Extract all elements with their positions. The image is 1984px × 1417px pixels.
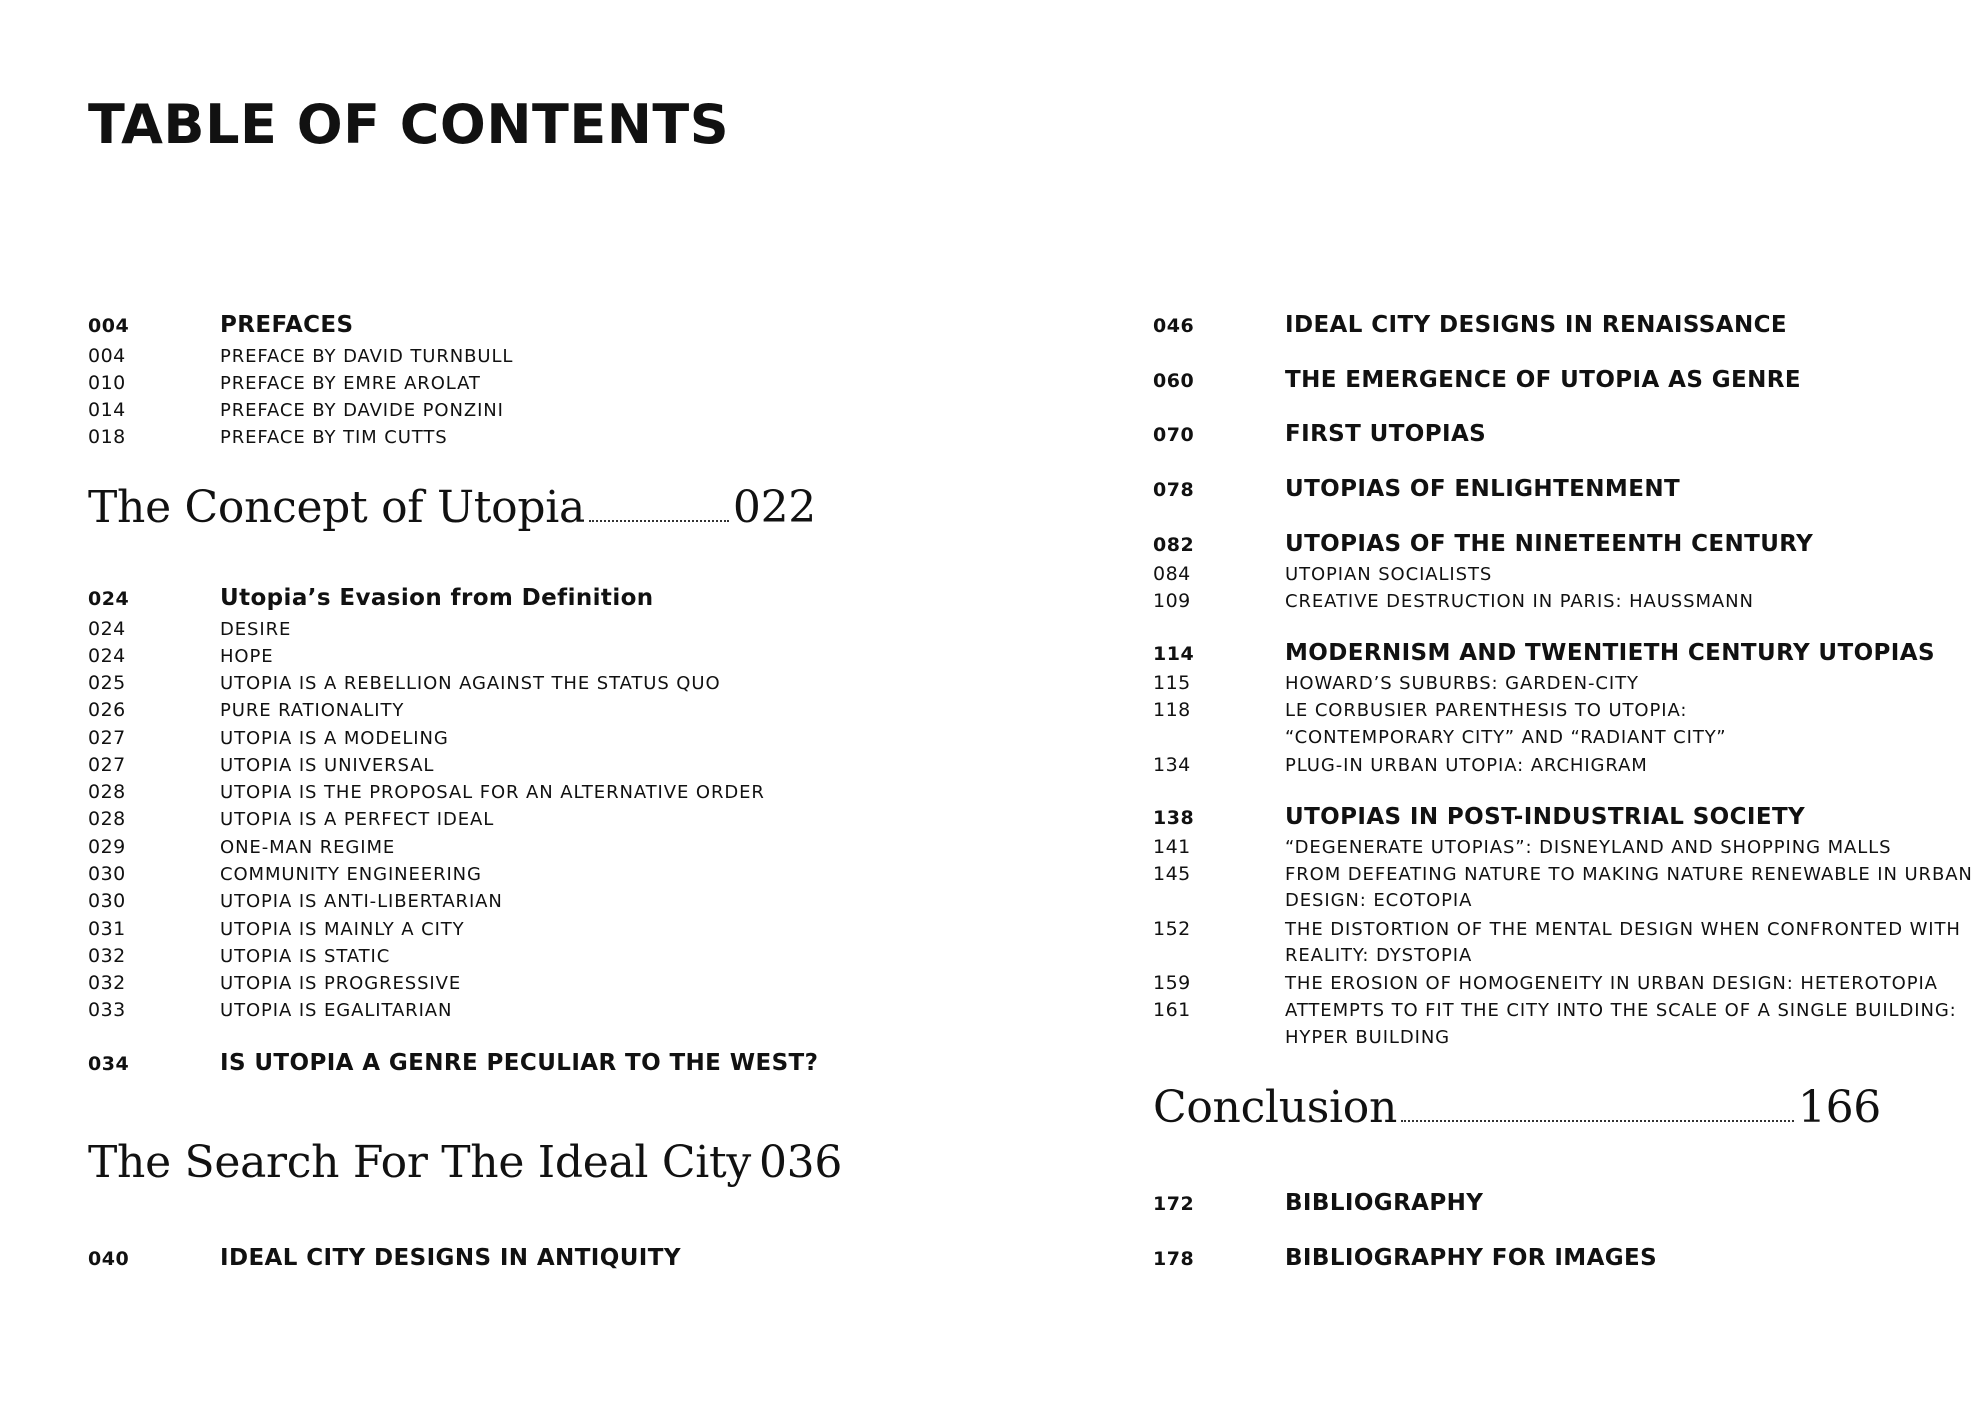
- toc-subentry[interactable]: [88, 972, 461, 994]
- page-number: 046: [1153, 315, 1195, 337]
- toc-subentry[interactable]: [1153, 836, 1891, 858]
- toc-entry-post-industrial[interactable]: [1153, 804, 1805, 830]
- page-number: 115: [1153, 672, 1191, 694]
- page-number: 159: [1153, 972, 1191, 994]
- page-number: 030: [88, 863, 126, 885]
- entry-title: FIRST UTOPIAS: [1285, 421, 1487, 447]
- entry-title: Utopia’s Evasion from Definition: [220, 585, 654, 611]
- toc-subentry[interactable]: [88, 808, 494, 830]
- entry-title: THE EROSION OF HOMOGENEITY IN URBAN DESIGN: HETEROTOPIA: [1285, 973, 1938, 994]
- page-number: 034: [88, 1053, 130, 1075]
- toc-subentry[interactable]: [1153, 699, 1687, 721]
- entry-title: UTOPIA IS STATIC: [220, 946, 391, 967]
- toc-subentry[interactable]: [1153, 754, 1648, 776]
- page-number: 028: [88, 808, 126, 830]
- page-number: 024: [88, 618, 126, 640]
- toc-subentry[interactable]: [1153, 563, 1492, 585]
- page-number: 030: [88, 890, 126, 912]
- toc-entry-nineteenth[interactable]: [1153, 531, 1813, 557]
- page-number: 152: [1153, 918, 1191, 940]
- entry-title: HOPE: [220, 646, 274, 667]
- toc-subentry[interactable]: [88, 890, 503, 912]
- entry-title: UTOPIAS IN POST-INDUSTRIAL SOCIETY: [1285, 804, 1806, 830]
- toc-entry-renaissance[interactable]: [1153, 312, 1787, 338]
- page-number: 060: [1153, 370, 1195, 392]
- entry-title: UTOPIA IS A PERFECT IDEAL: [220, 809, 495, 830]
- page-number: 082: [1153, 534, 1195, 556]
- toc-subentry[interactable]: [88, 699, 404, 721]
- page-number: 078: [1153, 479, 1195, 501]
- chapter-heading-conclusion[interactable]: [1153, 1082, 1881, 1133]
- page-number: 118: [1153, 699, 1191, 721]
- toc-subentry[interactable]: [1153, 672, 1639, 694]
- toc-subentry-continuation[interactable]: [1153, 890, 1472, 911]
- toc-subentry[interactable]: [88, 781, 765, 803]
- toc-subentry[interactable]: [88, 372, 481, 394]
- entry-title: PREFACE BY EMRE AROLAT: [220, 373, 481, 394]
- toc-subentry-continuation[interactable]: [1153, 945, 1472, 966]
- toc-subentry[interactable]: [1153, 972, 1938, 994]
- entry-title: PREFACE BY DAVIDE PONZINI: [220, 400, 504, 421]
- entry-title: “DEGENERATE UTOPIAS”: DISNEYLAND AND SHOPPING MALLS: [1285, 837, 1892, 858]
- page-number: 027: [88, 754, 126, 776]
- entry-title: ONE-MAN REGIME: [220, 837, 396, 858]
- toc-subentry[interactable]: [1153, 590, 1754, 612]
- page-number: 026: [88, 699, 126, 721]
- chapter-title: The Concept of Utopia: [88, 482, 585, 533]
- page-number: 145: [1153, 863, 1191, 885]
- entry-title: BIBLIOGRAPHY FOR IMAGES: [1285, 1245, 1658, 1271]
- chapter-page: 166: [1797, 1082, 1881, 1133]
- toc-subentry[interactable]: [1153, 999, 1957, 1021]
- page-number: 028: [88, 781, 126, 803]
- page-number: 029: [88, 836, 126, 858]
- entry-title: IDEAL CITY DESIGNS IN RENAISSANCE: [1285, 312, 1788, 338]
- toc-subentry[interactable]: [88, 836, 395, 858]
- page-number: 018: [88, 426, 126, 448]
- toc-entry-enlightenment[interactable]: [1153, 476, 1680, 502]
- page-number: 033: [88, 999, 126, 1021]
- toc-subentry-continuation[interactable]: [1153, 727, 1727, 748]
- toc-entry-prefaces[interactable]: [88, 312, 354, 338]
- chapter-page: 022: [732, 482, 816, 533]
- toc-subentry[interactable]: [88, 945, 390, 967]
- chapter-page: 036: [758, 1137, 843, 1188]
- toc-subentry[interactable]: [88, 426, 448, 448]
- entry-title: PLUG-IN URBAN UTOPIA: ARCHIGRAM: [1285, 755, 1648, 776]
- toc-entry-bibliography-images[interactable]: [1153, 1245, 1657, 1271]
- entry-title: PREFACE BY TIM CUTTS: [220, 427, 448, 448]
- entry-title: CREATIVE DESTRUCTION IN PARIS: HAUSSMANN: [1285, 591, 1754, 612]
- page-number: 031: [88, 918, 126, 940]
- page-number: 084: [1153, 563, 1191, 585]
- toc-subentry[interactable]: [88, 345, 513, 367]
- page-number: 027: [88, 727, 126, 749]
- toc-subentry[interactable]: [88, 399, 504, 421]
- toc-entry-bibliography[interactable]: [1153, 1190, 1483, 1216]
- toc-subentry[interactable]: [88, 918, 465, 940]
- page-number: 172: [1153, 1193, 1195, 1215]
- chapter-title: Conclusion: [1153, 1082, 1398, 1133]
- entry-title: DESIGN: ECOTOPIA: [1285, 890, 1473, 911]
- page-number: 070: [1153, 424, 1195, 446]
- entry-title: HYPER BUILDING: [1285, 1027, 1451, 1048]
- entry-title: LE CORBUSIER PARENTHESIS TO UTOPIA:: [1285, 700, 1688, 721]
- entry-title: IDEAL CITY DESIGNS IN ANTIQUITY: [220, 1245, 681, 1271]
- entry-title: ATTEMPTS TO FIT THE CITY INTO THE SCALE OF A SINGLE BUILDING:: [1285, 1000, 1957, 1021]
- toc-entry-evasion[interactable]: [88, 585, 654, 611]
- toc-subentry[interactable]: [88, 727, 449, 749]
- entry-title: PREFACE BY DAVID TURNBULL: [220, 346, 514, 367]
- entry-title: THE EMERGENCE OF UTOPIA AS GENRE: [1285, 367, 1801, 393]
- toc-subentry-continuation[interactable]: [1153, 1027, 1450, 1048]
- entry-title: FROM DEFEATING NATURE TO MAKING NATURE RENEWABLE IN URBAN: [1285, 864, 1973, 885]
- entry-title: “CONTEMPORARY CITY” AND “RADIANT CITY”: [1285, 727, 1727, 748]
- page-number: 024: [88, 645, 126, 667]
- entry-title: REALITY: DYSTOPIA: [1285, 945, 1473, 966]
- dot-leader: [589, 520, 729, 522]
- toc-subentry[interactable]: [88, 999, 452, 1021]
- page-number: 040: [88, 1248, 130, 1270]
- entry-title: UTOPIAS OF THE NINETEENTH CENTURY: [1285, 531, 1814, 557]
- toc-subentry[interactable]: [88, 645, 274, 667]
- page-number: 032: [88, 972, 126, 994]
- toc-entry-modernism[interactable]: [1153, 640, 1935, 666]
- page-number: 178: [1153, 1248, 1195, 1270]
- toc-entry-first-utopias[interactable]: [1153, 421, 1486, 447]
- toc-subentry[interactable]: [1153, 918, 1961, 940]
- page-number: 032: [88, 945, 126, 967]
- entry-title: UTOPIA IS A MODELING: [220, 728, 449, 749]
- page-number: 114: [1153, 643, 1195, 665]
- toc-entry-antiquity[interactable]: [88, 1245, 681, 1271]
- entry-title: PURE RATIONALITY: [220, 700, 405, 721]
- toc-subentry[interactable]: [88, 672, 721, 694]
- toc-subentry[interactable]: [88, 618, 291, 640]
- toc-entry-genre[interactable]: [1153, 367, 1801, 393]
- toc-subentry[interactable]: [88, 754, 434, 776]
- entry-title: IS UTOPIA A GENRE PECULIAR TO THE WEST?: [220, 1050, 819, 1076]
- toc-subentry[interactable]: [1153, 863, 1973, 885]
- chapter-heading-concept[interactable]: [88, 482, 816, 533]
- page-number: 161: [1153, 999, 1191, 1021]
- page-number: 141: [1153, 836, 1191, 858]
- page-number: 109: [1153, 590, 1191, 612]
- entry-title: UTOPIA IS PROGRESSIVE: [220, 973, 462, 994]
- entry-title: BIBLIOGRAPHY: [1285, 1190, 1484, 1216]
- entry-title: UTOPIA IS A REBELLION AGAINST THE STATUS QUO: [220, 673, 721, 694]
- entry-title: COMMUNITY ENGINEERING: [220, 864, 482, 885]
- toc-entry-west[interactable]: [88, 1050, 818, 1076]
- chapter-title: The Search For The Ideal City: [88, 1137, 751, 1188]
- entry-title: UTOPIAN SOCIALISTS: [1285, 564, 1493, 585]
- entry-title: UTOPIA IS UNIVERSAL: [220, 755, 435, 776]
- dot-leader: [1401, 1120, 1794, 1122]
- page-number: 004: [88, 315, 130, 337]
- entry-title: THE DISTORTION OF THE MENTAL DESIGN WHEN CONFRONTED WITH: [1285, 919, 1961, 940]
- page-number: 025: [88, 672, 126, 694]
- entry-title: UTOPIA IS ANTI-LIBERTARIAN: [220, 891, 503, 912]
- page-number: 010: [88, 372, 126, 394]
- entry-title: UTOPIAS OF ENLIGHTENMENT: [1285, 476, 1681, 502]
- entry-title: UTOPIA IS EGALITARIAN: [220, 1000, 453, 1021]
- toc-subentry[interactable]: [88, 863, 482, 885]
- page-number: 138: [1153, 807, 1195, 829]
- entry-title: UTOPIA IS MAINLY A CITY: [220, 919, 465, 940]
- chapter-heading-ideal-city[interactable]: [88, 1137, 843, 1188]
- entry-title: MODERNISM AND TWENTIETH CENTURY UTOPIAS: [1285, 640, 1935, 666]
- page-title: TABLE OF CONTENTS: [88, 93, 730, 156]
- entry-title: UTOPIA IS THE PROPOSAL FOR AN ALTERNATIVE ORDER: [220, 782, 765, 803]
- entry-title: HOWARD’S SUBURBS: GARDEN-CITY: [1285, 673, 1639, 694]
- page-number: 014: [88, 399, 126, 421]
- page-number: 134: [1153, 754, 1191, 776]
- entry-title: DESIRE: [220, 619, 292, 640]
- entry-title: PREFACES: [220, 312, 354, 338]
- page-number: 004: [88, 345, 126, 367]
- page-number: 024: [88, 588, 130, 610]
